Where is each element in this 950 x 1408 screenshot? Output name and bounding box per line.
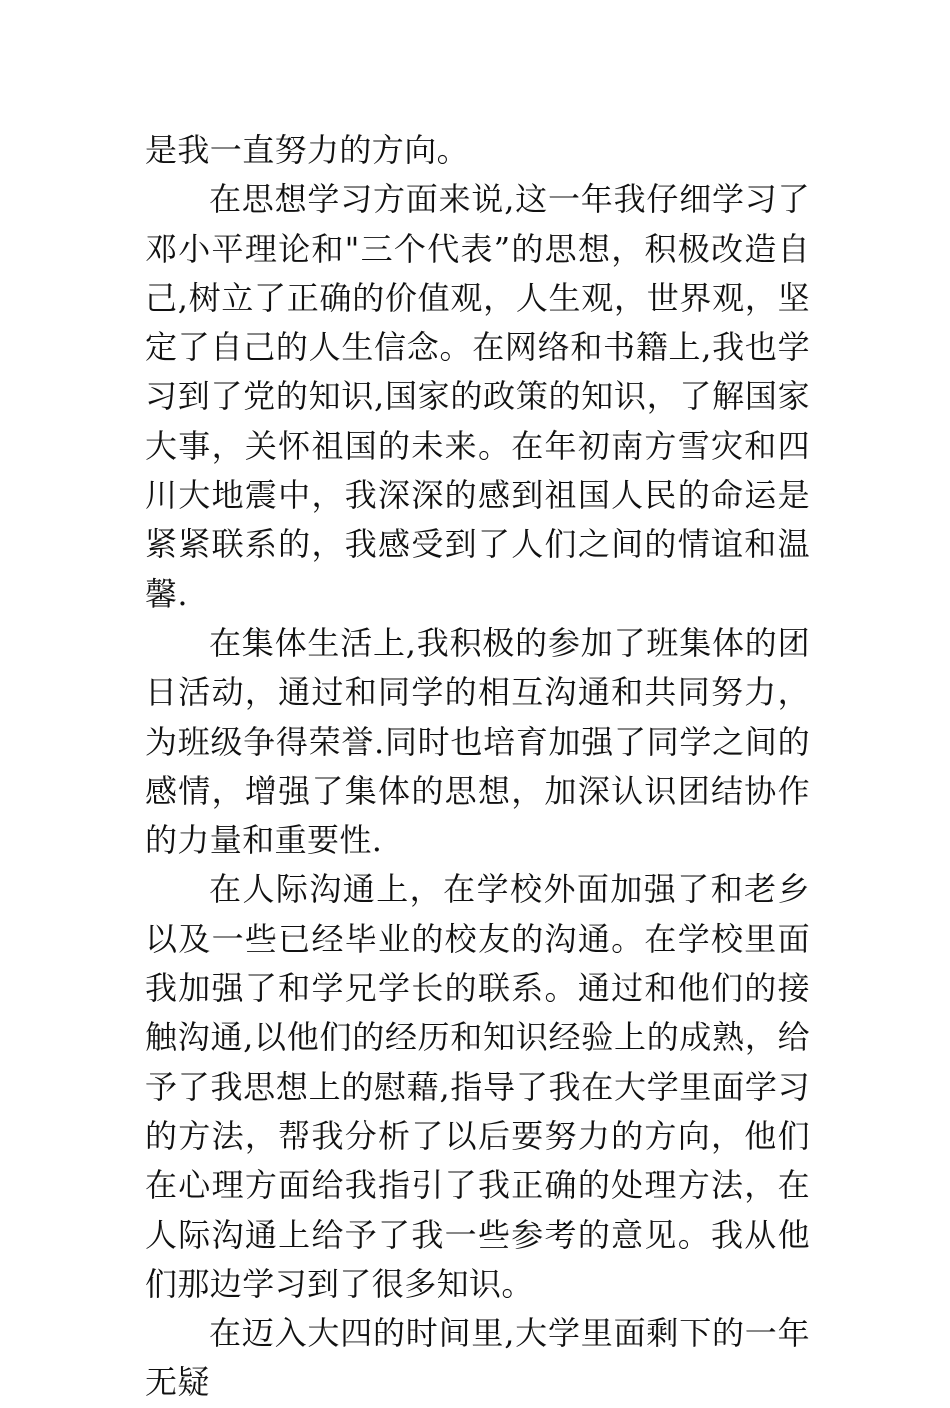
paragraph-senior-year: 在迈入大四的时间里,大学里面剩下的一年无疑 (145, 1314, 810, 1402)
body-text (145, 126, 810, 1408)
paragraph-collective-life: 在集体生活上,我积极的参加了班集体的团日活动，通过和同学的相互沟通和共同努力，为班级争得荣誉.同时也培育加强了同学之间的感情，增强了集体的思想，加深认识团结协作的力量和重要性. (145, 623, 810, 860)
paragraph-ideological-study: 在思想学习方面来说,这一年我仔细学习了邓小平理论和"三个代表”的思想，积极改造自己,树立了正确的价值观，人生观，世界观，坚定了自己的人生信念。在网络和书籍上,我也学习到了党的知识,国家的政策的知识，了解国家大事，关怀祖国的未来。在年初南方雪灾和四川大地震中，我深深的感到祖国人民的命运是紧紧联系的，我感受到了人们之间的情谊和温馨. (145, 180, 810, 613)
paragraph-continuation: 是我一直努力的方向。 (145, 131, 470, 169)
paragraph-interpersonal-communication: 在人际沟通上，在学校外面加强了和老乡以及一些已经毕业的校友的沟通。在学校里面我加强了和学兄学长的联系。通过和他们的接触沟通,以他们的经历和知识经验上的成熟，给予了我思想上的慰藉,指导了我在大学里面学习的方法，帮我分析了以后要努力的方向，他们在心理方面给我指引了我正确的处理方法，在人际沟通上给予了我一些参考的意见。我从他们那边学习到了很多知识。 (145, 870, 810, 1303)
